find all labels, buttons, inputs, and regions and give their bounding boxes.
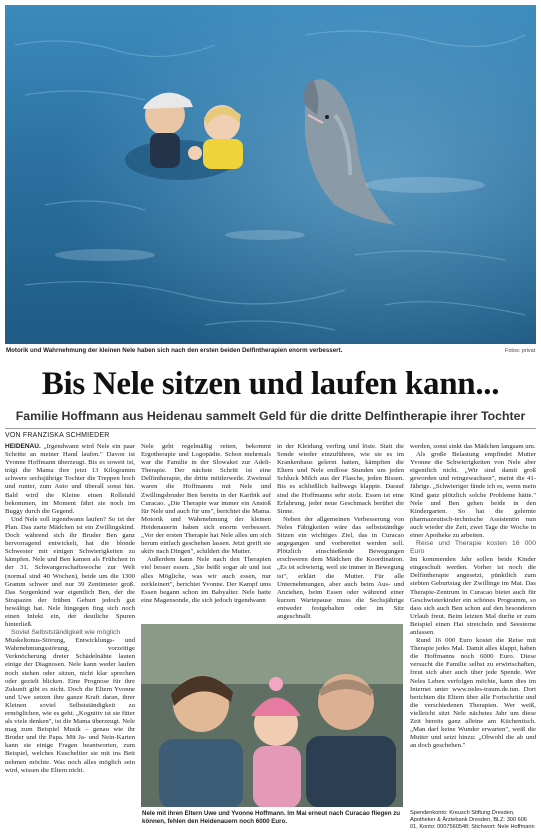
divider — [5, 428, 536, 429]
article-headline: Bis Nele sitzen und laufen kann... — [41, 366, 500, 402]
article-column-3 — [277, 443, 404, 621]
bottom-photo-family — [141, 624, 403, 807]
article-column-1 — [5, 443, 135, 831]
column-4-subheading: Reise und Therapie kosten 16 000 Euro — [410, 540, 536, 556]
article-column-4 — [410, 443, 536, 808]
byline: VON FRANZISKA SCHMIEDER — [5, 432, 110, 439]
paragraph: Rund 16 000 Euro kostet die Reise mit Therapie jedes Mal. Damit alles klappt, haben die Hoffmanns noch 6000 Euro. Diese versucht die Familie selbst zu erwirtschaften, freut sich aber auch über jede Spende. Wer Neles Leben verfolgen möchte, kann dies im Internet unter www.neles-traum.de.tun. Dort berichten die Eltern über alle Fortschritte und die verschiedenen Therapien. Wer weiß, vielleicht sitzt Nele nächstes Jahr um diese Zeit bereits ganz alleine am Küchentisch. „Man darf keine Wunder erwarten", weiß die Mutter und setzt hinzu: „Obwohl die ab und an doch geschehen." — [410, 637, 536, 750]
paragraph: Nele geht regelmäßig reiten, bekommt Ergotherapie und Logopädie. Schon mehrmals war die Familie in der Slowakei zur Adeli-Therapie. Der nächste Schritt ist eine Delfintherapie, die dritte mittlerweile. Zweimal waren die Hoffmanns mit Nele und Zwillingsbruder Ben bereits in der Karibik auf Curacao. „Die Therapie war immer ein Anstoß für Nele und auch für uns", berichtet die Mama. Motorik und Wahrnehmung der kleinen Heidenauerin haben sich enorm verbessert. „Vor der ersten Therapie hat Nele alles um sich herum einfach geschehen lassen. Jetzt greift sie aktiv nach Dingen", schildert die Mutter. — [141, 443, 271, 556]
family-photo-illustration — [141, 624, 403, 807]
top-photo-dolphin-therapy — [5, 5, 536, 344]
dateline: HEIDENAU. — [5, 443, 41, 450]
dolphin-scene-illustration — [5, 5, 536, 344]
article-subheadline: Familie Hoffmann aus Heidenau sammelt Geld für die dritte Delfintherapie ihrer Tochter — [15, 409, 526, 423]
paragraph: Neben der allgemeinen Verbesserung von Neles Fähigkeiten wäre das selbstständige Sitzen ein wichtiges Ziel, das in Curacao angegangen und vorbereitet werden soll. Plötzlich einschießende Bewegungen erschweren dem Mädchen die Koordination. „Es ist schwierig, weil sie immer in Bewegung ist", erklärt die Mutter. Für alle Unternehmungen, aber auch beim Aus- und Anziehen, beim Essen oder während einer kurzen Wartepause muss die Sechsjährige entweder festgehalten oder im Sitz angeschnallt — [277, 515, 404, 620]
paragraph: Im kommenden Jahr sollen beide Kinder eingeschult werden. Vorher ist noch die Delfintherapie angesetzt, pünktlich zum siebten Geburtstag der Zwillinge im Mai. Das Therapie-Zentrum in Curacao bietet auch für Geschwisterkinder ein schönes Programm, so dass sich auch Ben schon auf den besonderen Urlaub freut. Beim letzten Mal durfte er zum Beispiel einen Hai streicheln und Seesterne anfassen. — [410, 556, 536, 636]
paragraph: in der Kleidung verfing und löste. Statt die Sonde wieder einzuführen, wie sie es im Krankenhaus gelernt hatten, kämpften die Eltern und Nele endlose Stunden um jeden Schluck Milch aus der Flasche, jeden Bissen. Bis es schließlich halbwegs klappte. Darauf sind die Hoffmanns sehr stolz. Essen ist eine Erfahrung, jeder neue Geschmack berührt die Sinne. — [277, 443, 404, 515]
top-photo-caption: Motorik und Wahrnehmung der kleinen Nele haben sich nach den ersten beiden Delfintherapien enorm verbessert. — [6, 347, 343, 354]
paragraph: Als große Belastung empfindet Mutter Yvonne die Schwierigkeiten von Nele aber eigentlich nicht. „Wir sind damit groß geworden und reingewachsen", meint die 41-Jährige. „Schwieriger fände ich es, wenn mein Kind ganz plötzlich solche Probleme hätte." Nele und Ben gehen beide in den Kindergarten. So hat die gelernte pharmazeutisch-technische Assistentin nun auch wieder die Zeit, zwei Tage die Woche in einer Apotheke zu arbeiten. — [410, 451, 536, 540]
photo-credit: Fotos: privat — [505, 348, 536, 354]
article-column-2 — [141, 443, 271, 621]
bottom-photo-caption: Nele mit ihren Eltern Uwe und Yvonne Hoffmann. Im Mai erneut nach Curacao fliegen zu können, fehlen den Heidenauern noch 6000 Euro. — [142, 810, 401, 825]
paragraph: Außerdem kann Nele nach den Therapien viel besser essen. „Sie beißt sogar ab und isst alles Mögliche, was wir auch essen, nur zerkleinert", berichtet Yvonne. Der Kampf ums Essen begann schon im Babyalter. Nele hatte eine Magensonde, die sich jedoch irgendwann — [141, 556, 271, 604]
paragraph: Und Nele soll irgendwann laufen? So ist der Plan. Das zarte Mädchen ist ein Zwillingskind. Doch während sich ihr Bruder Ben ganz hervorragend entwickelt, hat die blonde Schwester mit einigen Schwierigkeiten zu kämpfen. Nele und Ben kamen als Frühchen in der 31. Schwangerschaftswoche zur Welt (normal sind 40 Wochen), beide um die 1300 Gramm schwer und nur 39 Zentimeter groß. Das Sorgenkind war eigentlich Ben, der die Strapazen der frühen Geburt jedoch gut bewältigt hat. Nele hingegen fing sich noch einen Infekt ein, der deutliche Spuren hinterließ. — [5, 515, 135, 629]
donation-info: Spendenkonto: Kreusch Stiftung Dresden, Apotheker & Ärztebank Dresden, BLZ: 300 606 01, Konto: 0007560548; Stichwort: Nele Hoffmann — [410, 810, 535, 830]
paragraph: Muskeltonus-Störung, Entwicklungs- und Wahrnehmungsstörung, vorzeitige Verknöcherung dreier Schädelnähte lauten einige der Diagnosen. Nele kann weder laufen noch stehen oder sitzen, nicht klar sprechen oder gezielt blicken. Eine Prognose für ihre Zukunft gibt es nicht. Doch die Eltern Yvonne und Uwe setzen ihre ganze Kraft daran, ihrer Kleinen soviel Selbstständigkeit zu ermöglichen, wie es geht. „Kognitiv ist sie fitter als viele denken", ist die Mama überzeugt. Nele mag zum Beispiel Musik – genau wie ihr Bruder und ihr Papa. Mit Ja- und Nein-Karten kann sie einige Fragen beantworten, zum Beispiel, welches Kuscheltier sie mit ins Bett nehmen möchte. Was noch alles möglich sein wird, wissen die Eltern nicht. — [5, 637, 135, 774]
column-1-subheading: Soviel Selbstständigkeit wie möglich — [11, 629, 121, 637]
paragraph: HEIDENAU. „Irgendwann wird Nele ein paar Schritte an meiner Hand laufen." Davon ist Yvonne Hoffmann überzeugt. Bis es soweit ist, trägt die Mama ihre jetzt 13 Kilogramm schwere sechsjährige Tochter die Treppen hoch und runter, zum Auto und überall sonst hin. Bald wird die Kleine einen Rollstuhl bekommen, im Moment fährt sie noch im Buggy durch die Gegend. — [5, 443, 135, 515]
paragraph: werden, sonst sinkt das Mädchen langsam um. — [410, 443, 536, 450]
